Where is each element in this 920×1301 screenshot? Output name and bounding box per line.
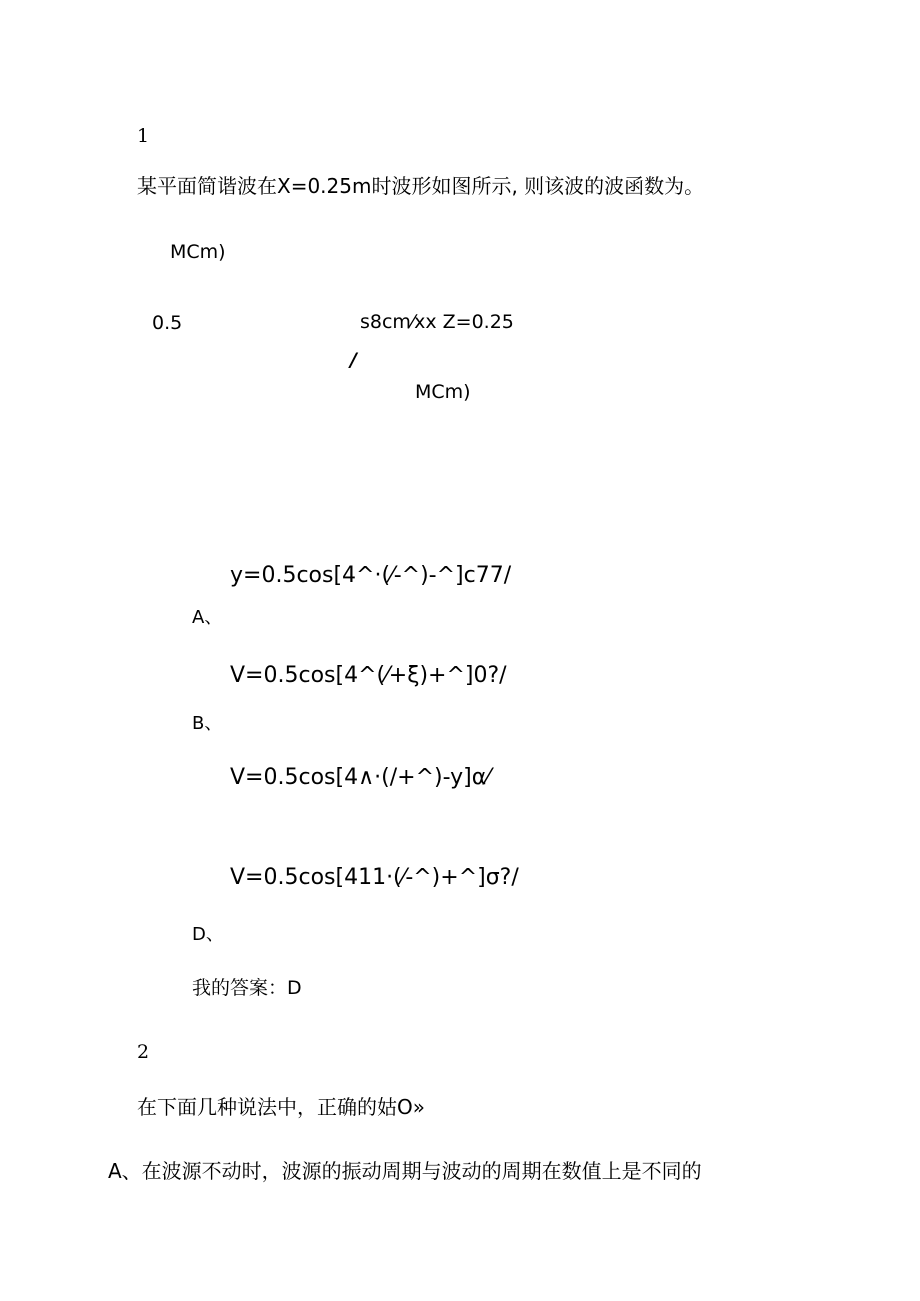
my-answer: 我的答案：D: [192, 977, 302, 999]
option-a-formula: y=0.5cos[4^·(⁄-^)-^]c77/: [230, 563, 512, 588]
figure-slash-mark: /: [350, 349, 357, 371]
question-stem: 某平面简谐波在X=0.25m时波形如图所示, 则该波的波函数为。: [137, 174, 705, 198]
question-number: 2: [137, 1041, 150, 1063]
option-a-text[interactable]: A、在波源不动时，波源的振动周期与波动的周期在数值上是不同的: [108, 1159, 702, 1183]
figure-y-axis-label: MCm): [170, 241, 226, 263]
option-d-label[interactable]: D、: [192, 924, 224, 945]
option-a-label[interactable]: A、: [192, 607, 223, 628]
figure-annotation: s8cm⁄xx Z=0.25: [360, 311, 514, 333]
option-c-formula: V=0.5cos[4∧·(/+^)-y]α⁄: [230, 765, 490, 790]
option-b-formula: V=0.5cos[4^(⁄+ξ)+^]0?/: [230, 663, 507, 688]
figure-amplitude-label: 0.5: [152, 312, 183, 334]
figure-x-axis-label: MCm): [415, 381, 471, 403]
option-d-formula: V=0.5cos[411·(⁄-^)+^]σ?/: [230, 865, 519, 890]
question-number: 1: [137, 125, 150, 147]
question-stem: 在下面几种说法中，正确的姑O»: [137, 1095, 425, 1119]
option-b-label[interactable]: B、: [192, 713, 223, 734]
